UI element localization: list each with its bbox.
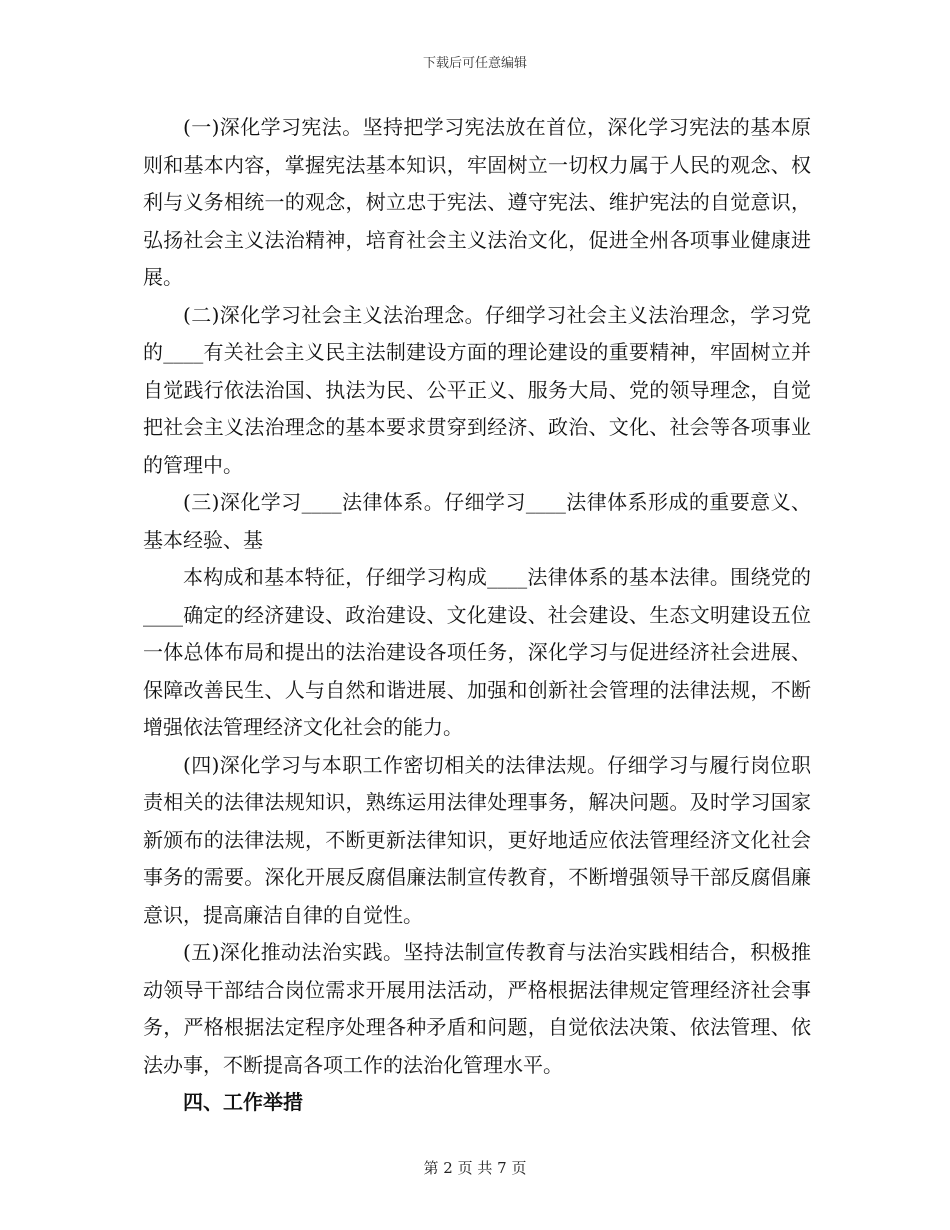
paragraph-legal-system-continued: 本构成和基本特征，仔细学习构成____法律体系的基本法律。围绕党的____确定的经济建设、政治建设、文化建设、社会建设、生态文明建设五位一体总体布局和提出的法治建设各项任务，深化学习与促进经济社会进展、保障改善民生、人与自然和谐进展、加强和创新社会管理的法律法规，不断增强依法管理经济文化社会的能力。: [143, 565, 811, 739]
paragraph-study-constitution: (一)深化学习宪法。坚持把学习宪法放在首位，深化学习宪法的基本原则和基本内容，掌握宪法基本知识，牢固树立一切权力属于人民的观念、权利与义务相统一的观念，树立忠于宪法、遵守宪法、维护宪法的自觉意识，弘扬社会主义法治精神，培育社会主义法治文化，促进全州各项事业健康进展。: [143, 115, 811, 289]
section-heading-work-measures: 四、工作举措: [183, 1090, 303, 1114]
paragraph-promote-rule-of-law-practice: (五)深化推动法治实践。坚持法制宣传教育与法治实践相结合，积极推动领导干部结合岗位需求开展用法活动，严格根据法律规定管理经济社会事务，严格根据法定程序处理各种矛盾和问题，自觉依法决策、依法管理、依法办事，不断提高各项工作的法治化管理水平。: [143, 940, 811, 1077]
paragraph-study-rule-of-law-concept: (二)深化学习社会主义法治理念。仔细学习社会主义法治理念，学习党的____有关社会主义民主法制建设方面的理论建设的重要精神，牢固树立并自觉践行依法治国、执法为民、公平正义、服务大局、党的领导理念，自觉把社会主义法治理念的基本要求贯穿到经济、政治、文化、社会等各项事业的管理中。: [143, 302, 811, 477]
page-header: 下载后可任意编辑: [422, 56, 527, 71]
page-number-footer: 第 2 页 共 7 页: [423, 1159, 527, 1177]
paragraph-study-job-related-laws: (四)深化学习与本职工作密切相关的法律法规。仔细学习与履行岗位职责相关的法律法规知识，熟练运用法律处理事务，解决问题。及时学习国家新颁布的法律法规，不断更新法律知识，更好地适应依法管理经济文化社会事务的需要。深化开展反腐倡廉法制宣传教育，不断增强领导干部反腐倡廉意识，提高廉洁自律的自觉性。: [143, 752, 811, 927]
document-body: [143, 109, 811, 1122]
paragraph-study-legal-system: (三)深化学习____法律体系。仔细学习____法律体系形成的重要意义、基本经验、基: [143, 490, 811, 552]
